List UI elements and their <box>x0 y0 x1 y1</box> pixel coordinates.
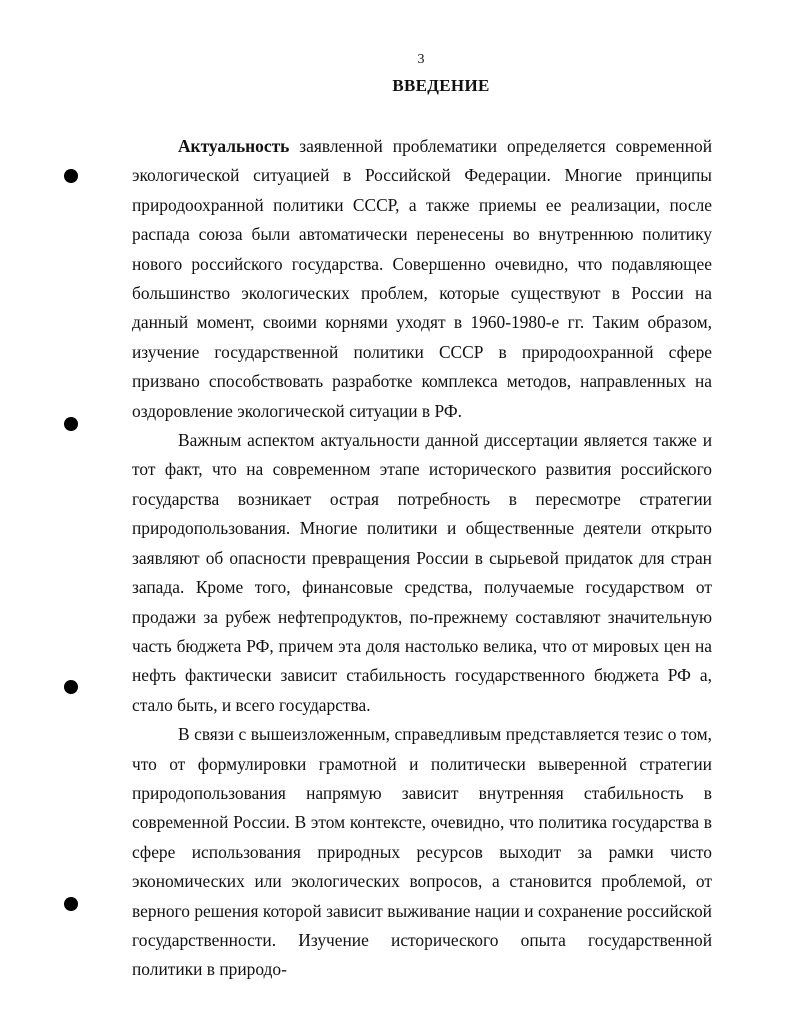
paragraph-thesis <box>132 720 712 985</box>
punch-hole <box>64 680 78 694</box>
paragraph-lead-term: Актуальность <box>178 136 290 156</box>
paragraph-relevance <box>132 132 712 426</box>
punch-hole <box>64 169 78 183</box>
paragraph-text: заявленной проблематики определяется современной экологической ситуацией в Российской Федерации. Многие принципы природоохранной политики СССР, а также приемы ее реализации, после распада союза были автоматически перенесены во внутреннюю политику нового российского государства. Совершенно очевидно, что подавляющее большинство экологических проблем, которые существуют в России на данный момент, своими корнями уходят в 1960-1980-е гг. Таким образом, изучение государственной политики СССР в природоохранной сфере призвано способствовать разработке комплекса методов, направленных на оздоровление экологической ситуации в РФ. <box>132 136 712 421</box>
page-number: 3 <box>417 52 425 67</box>
page-title: ВВЕДЕНИЕ <box>392 76 490 95</box>
paragraph-text: В связи с вышеизложенным, справедливым представляется тезис о том, что от формулировки грамотной и политически выверенной стратегии природопользования напрямую зависит внутренняя стабильность в современной России. В этом контексте, очевидно, что политика государства в сфере использования природных ресурсов выходит за рамки чисто экономических или экологических вопросов, а становится проблемой, от верного решения которой зависит выживание нации и сохранение российской государственности. Изучение исторического опыта государственной политики в природо- <box>132 724 712 980</box>
punch-hole <box>64 417 78 431</box>
document-body <box>132 132 712 985</box>
punch-hole <box>64 897 78 911</box>
paragraph-aspect <box>132 426 712 720</box>
paragraph-text: Важным аспектом актуальности данной диссертации является также и тот факт, что на современном этапе исторического развития российского государства возникает острая потребность в пересмотре стратегии природопользования. Многие политики и общественные деятели открыто заявляют об опасности превращения России в сырьевой придаток для стран запада. Кроме того, финансовые средства, получаемые государством от продажи за рубеж нефтепродуктов, по-прежнему составляют значительную часть бюджета РФ, причем эта доля настолько велика, что от мировых цен на нефть фактически зависит стабильность государственного бюджета РФ а, стало быть, и всего государства. <box>132 430 712 715</box>
